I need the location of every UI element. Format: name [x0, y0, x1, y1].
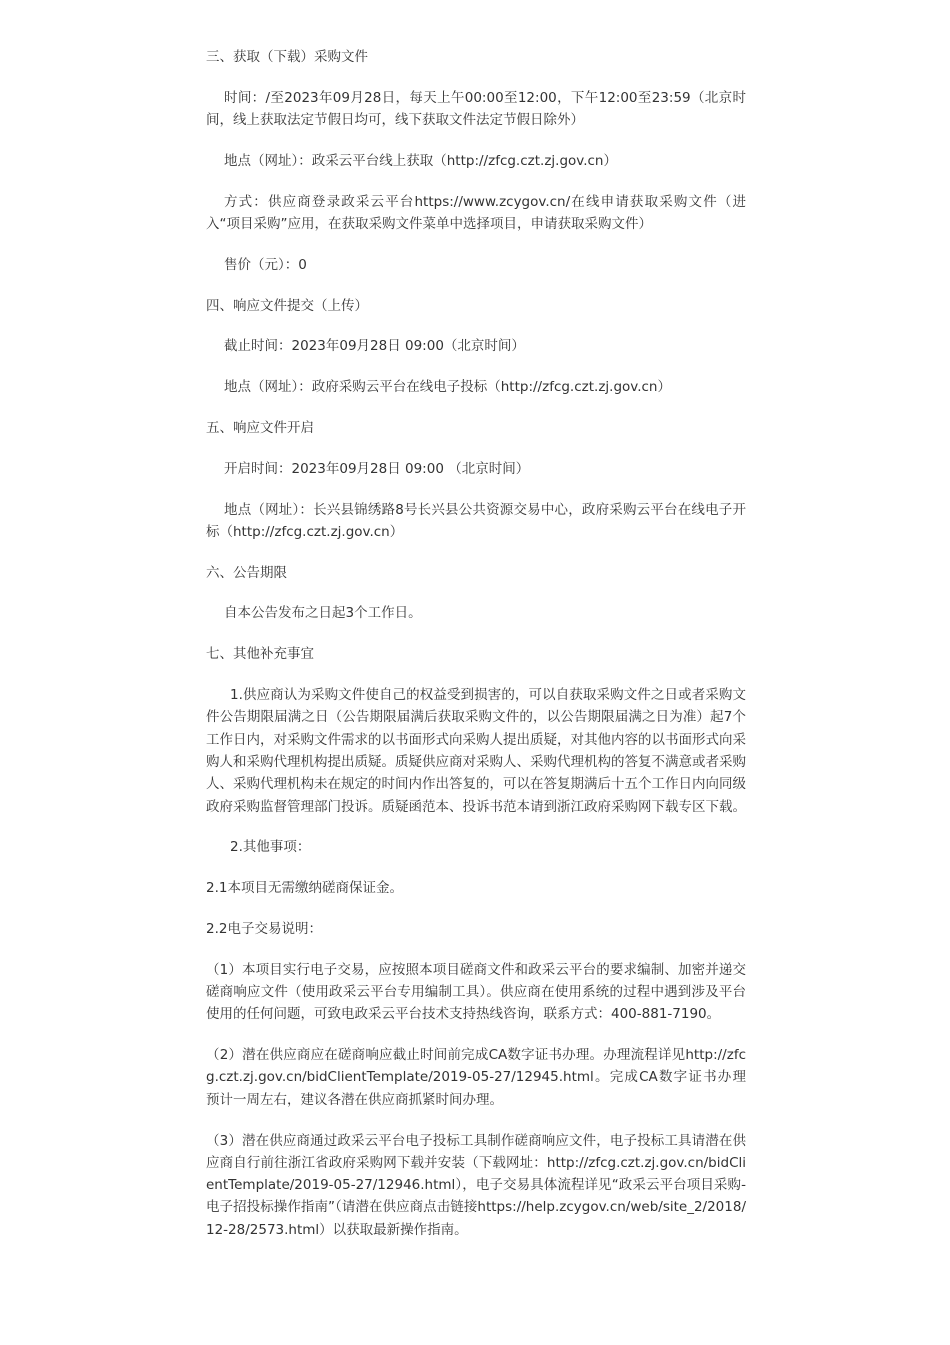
section-4-title: 四、响应文件提交（上传）: [206, 297, 368, 314]
section-3-method: 方式：供应商登录政采云平台https://www.zcygov.cn/在线申请获取采购文件（进入“项目采购”应用，在获取采购文件菜单中选择项目，申请获取采购文件）: [206, 193, 746, 232]
section-5-open-time: 开启时间：2023年09月28日 09:00 （北京时间）: [224, 460, 530, 477]
section-7-item-2: 2.其他事项：: [230, 839, 311, 856]
section-5-location: 地点（网址）：长兴县锦绣路8号长兴县公共资源交易中心，政府采购云平台在线电子开标（http://zfcg.czt.zj.gov.cn）: [206, 501, 746, 540]
section-4-deadline: 截止时间：2023年09月28日 09:00（北京时间）: [224, 338, 525, 355]
section-4-location: 地点（网址）：政府采购云平台在线电子投标（http://zfcg.czt.zj.gov.cn）: [224, 379, 671, 396]
section-5-title: 五、响应文件开启: [206, 419, 314, 436]
section-3-location: 地点（网址）：政采云平台线上获取（http://zfcg.czt.zj.gov.cn）: [224, 152, 617, 169]
section-3-price: 售价（元）：0: [224, 256, 307, 273]
section-7-sub-2: （2）潜在供应商应在磋商响应截止时间前完成CA数字证书办理。办理流程详见http://zfcg.czt.zj.gov.cn/bidClientTemplate/2019-05-27/12945.html。完成CA数字证书办理预计一周左右，建议各潜在供应商抓紧时间办理。: [206, 1047, 746, 1108]
section-7-item-1: 1.供应商认为采购文件使自己的权益受到损害的，可以自获取采购文件之日或者采购文件公告期限届满之日（公告期限届满后获取采购文件的，以公告期限届满之日为准）起7个工作日内，对采购文件需求的以书面形式向采购人提出质疑，对其他内容的以书面形式向采购人和采购代理机构提出质疑。质疑供应商对采购人、采购代理机构的答复不满意或者采购人、采购代理机构未在规定的时间内作出答复的，可以在答复期满后十五个工作日内向同级政府采购监督管理部门投诉。质疑函范本、投诉书范本请到浙江政府采购网下载专区下载。: [206, 687, 746, 815]
section-7-title: 七、其他补充事宜: [206, 646, 314, 663]
section-7-item-2-2: 2.2电子交易说明：: [206, 920, 322, 937]
section-3-title: 三、获取（下载）采购文件: [206, 49, 368, 65]
document-body: [206, 46, 746, 1259]
section-6-body: 自本公告发布之日起3个工作日。: [224, 605, 422, 622]
section-7-item-2-1: 2.1本项目无需缴纳磋商保证金。: [206, 880, 403, 897]
section-7-sub-1: （1）本项目实行电子交易，应按照本项目磋商文件和政采云平台的要求编制、加密并递交磋商响应文件（使用政采云平台专用编制工具）。供应商在使用系统的过程中遇到涉及平台使用的任何问题，可致电政采云平台技术支持热线咨询，联系方式：400-881-7190。: [206, 961, 746, 1023]
section-7-sub-3: （3）潜在供应商通过政采云平台电子投标工具制作磋商响应文件，电子投标工具请潜在供应商自行前往浙江省政府采购网下载并安装（下载网址：http://zfcg.czt.zj.gov.cn/bidClientTemplate/2019-05-27/12946.html），电子交易具体流程详见“政采云平台项目采购-电子招投标操作指南”（请潜在供应商点击链接https://help.zcygov.cn/web/site_2/2018/12-28/2573.html）以获取最新操作指南。: [206, 1132, 746, 1238]
section-6-title: 六、公告期限: [206, 564, 287, 581]
section-3-time: 时间：/至2023年09月28日，每天上午00:00至12:00，下午12:00至23:59（北京时间，线上获取法定节假日均可，线下获取文件法定节假日除外）: [206, 89, 746, 129]
